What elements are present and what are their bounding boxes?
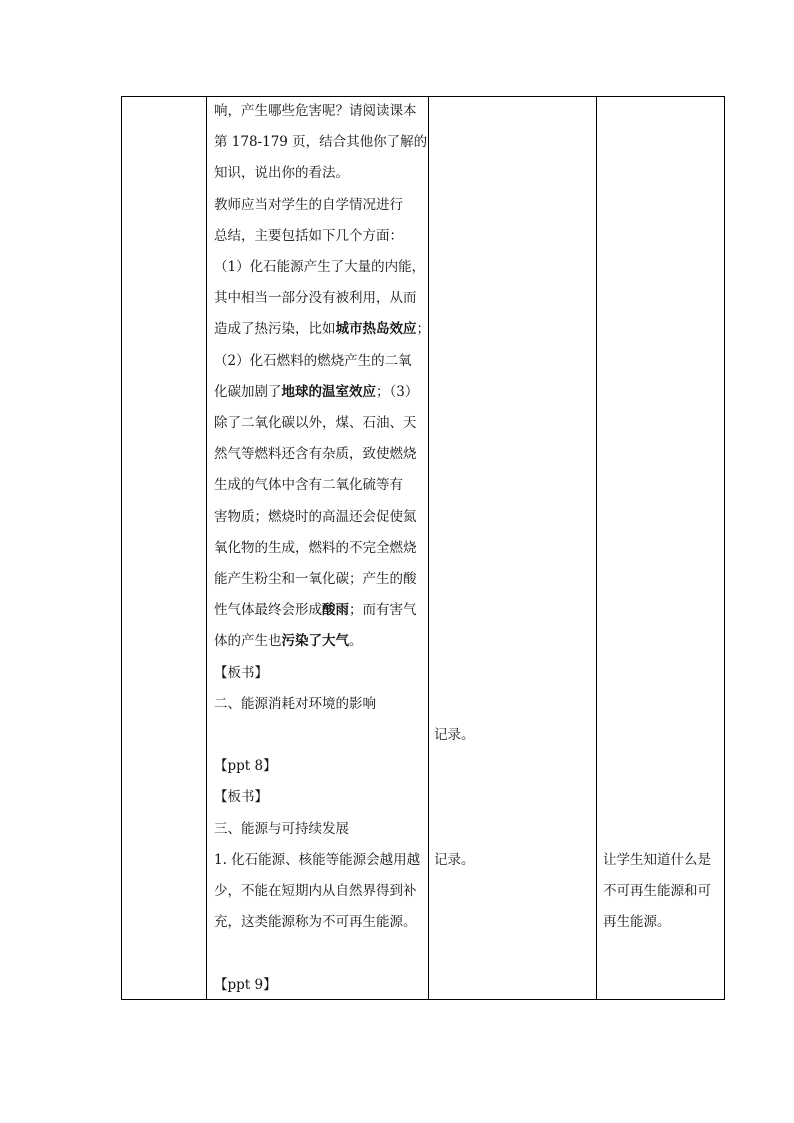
text-line: 第 178-179 页，结合其他你了解的 — [214, 134, 428, 151]
text-line: 不可再生能源和可 — [603, 883, 711, 900]
text-line: 害物质；燃烧时的高温还会促使氮 — [214, 508, 417, 525]
column-divider — [596, 96, 597, 1000]
text-line: 氧化物的生成，燃料的不完全燃烧 — [214, 539, 417, 556]
text-line: 生成的气体中含有二氧化硫等有 — [214, 477, 403, 494]
text-line: 知识，说出你的看法。 — [214, 165, 349, 182]
text-line: （1）化石能源产生了大量的内能， — [214, 259, 426, 276]
text-line: 再生能源。 — [603, 914, 671, 931]
section-heading: 三、能源与可持续发展 — [214, 820, 349, 837]
column-divider — [206, 96, 207, 1000]
blank-line — [214, 938, 424, 969]
column-divider — [428, 96, 429, 1000]
text-line: 能产生粉尘和一氧化碳；产生的酸 — [214, 571, 417, 588]
text-line: 教师应当对学生的自学情况进行 — [214, 196, 403, 213]
board-heading: 【板书】 — [214, 664, 268, 681]
bold-term: 污染了大气 — [281, 633, 349, 650]
text-line: 性气体最终会形成酸雨；而有害气 — [214, 602, 417, 619]
text-line: 其中相当一部分没有被利用，从而 — [214, 290, 417, 307]
text-line: 然气等燃料还含有杂质，致使燃烧 — [214, 446, 417, 463]
student-activity-note: 记录。 — [434, 852, 475, 868]
section-heading: 二、能源消耗对环境的影响 — [214, 695, 376, 712]
text-line: 让学生知道什么是 — [603, 852, 711, 868]
blank-line — [214, 720, 424, 751]
board-heading: 【板书】 — [214, 789, 268, 806]
text-line: 化碳加剧了地球的温室效应；（3） — [214, 383, 419, 400]
text-line: 总结，主要包括如下几个方面： — [214, 227, 403, 244]
text-line: 造成了热污染，比如城市热岛效应； — [214, 321, 430, 338]
bold-term: 酸雨 — [322, 602, 349, 619]
text-line: 体的产生也污染了大气。 — [214, 633, 363, 650]
bold-term: 地球的温室效应 — [281, 383, 376, 400]
text-line: 响，产生哪些危害呢？请阅读课本 — [214, 103, 417, 119]
ppt-marker: 【ppt 9】 — [214, 976, 277, 993]
ppt-marker: 【ppt 8】 — [214, 758, 277, 775]
teacher-activity-cell — [214, 96, 430, 1001]
text-line: （2）化石燃料的燃烧产生的二氧 — [214, 352, 412, 369]
bold-term: 城市热岛效应 — [335, 321, 417, 338]
design-intent-cell — [603, 845, 721, 939]
student-activity-note: 记录。 — [434, 727, 475, 743]
text-line: 充，这类能源称为不可再生能源。 — [214, 914, 417, 931]
text-line: 除了二氧化碳以外，煤、石油、天 — [214, 415, 417, 432]
text-line: 1. 化石能源、核能等能源会越用越 — [214, 851, 421, 868]
text-line: 少，不能在短期内从自然界得到补 — [214, 883, 417, 900]
